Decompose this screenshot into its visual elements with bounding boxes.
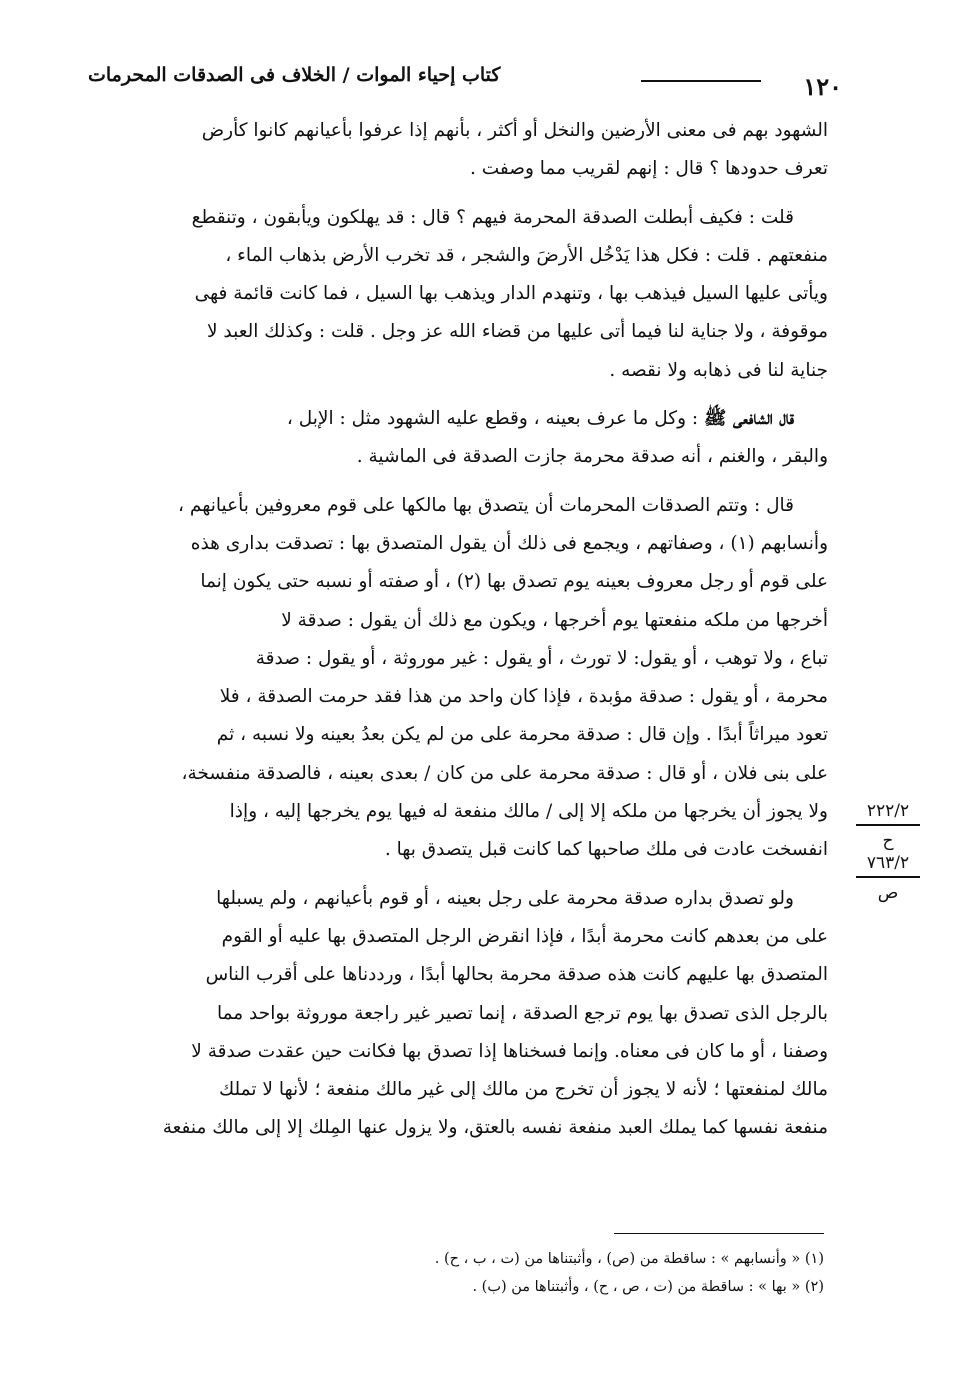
text-line: ولا يجوز أن يخرجها من ملكه إلا إلى / مالك منفعة له فيها يوم يخرجها إليه ، وإذا: [229, 801, 828, 823]
margin-ref-rule: [856, 824, 920, 826]
paragraph-1: [78, 112, 828, 189]
margin-ref-letter: ح: [882, 831, 894, 851]
running-header: [88, 60, 846, 102]
text-line: على من بعدهم كانت محرمة أبدًا ، فإذا انقرض الرجل المتصدق بها عليه أو القوم: [221, 925, 828, 947]
text-line: على قوم أو رجل معروف بعينه يوم تصدق بها (٢) ، أو صفته أو نسبه حتى يكون إنما: [200, 571, 828, 593]
text-line: منفعتهم . قلت : فكل هذا يَدْخُل الأرضَ والشجر ، قد تخرب الأرض بذهاب الماء ،: [225, 244, 828, 266]
page-number: ١٢٠: [803, 72, 842, 101]
text-line: الشهود بهم فى معنى الأرضين والنخل أو أكثر ، بأنهم إذا عرفوا بأعيانهم كانوا كأرض: [201, 120, 828, 141]
text-line: تعود ميراثاً أبدًا . وإن قال : صدقة محرمة على من لم يكن بعدُ بعينه ولا نسبه ، ثم: [216, 724, 828, 746]
text-line: جناية لنا فى ذهابه ولا نقصه .: [609, 359, 828, 381]
body-text: [78, 112, 828, 1158]
paragraph-3: [78, 400, 828, 477]
footnotes: [224, 1245, 824, 1301]
speaker-label: قال الشافعى ﷺ: [704, 408, 794, 430]
paragraph-5: [78, 880, 828, 1148]
text-line: بالرجل الذى تصدق بها يوم ترجع الصدقة ، إنما تصير غير راجعة موروثة بواحد مما: [216, 1002, 828, 1024]
text-line: وصفنا ، أو ما كان فى معناه. وإنما فسخناها إذا تصدق بها فكانت حين عقدت صدقة لا: [191, 1040, 828, 1062]
text-line: منفعة نفسها كما يملك العبد منفعة نفسه بالعتق، ولا يزول عنها المِلك إلا إلى مالك منفعة: [162, 1117, 828, 1139]
text-line: مالك لمنفعتها ؛ لأنه لا يجوز أن تخرج من مالك إلى غير مالك منفعة ؛ لأنها لا تملك: [218, 1079, 828, 1101]
text-line: محرمة ، أو يقول : صدقة مؤبدة ، فإذا كان واحد من هذا فقد حرمت الصدقة ، فلا: [219, 686, 828, 708]
text-line: قلت : فكيف أبطلت الصدقة المحرمة فيهم ؟ قال : قد يهلكون ويأبقون ، وتنقطع: [191, 206, 794, 228]
text-line: تباع ، ولا توهب ، أو يقول: لا تورث ، أو يقول : غير موروثة ، أو يقول : صدقة: [255, 647, 828, 669]
text-line: ولو تصدق بداره صدقة محرمة على رجل بعينه ، أو قوم بأعيانهم ، ولم يسبلها: [216, 887, 794, 909]
text-line: وأنسابهم (١) ، وصفاتهم ، ويجمع فى ذلك أن يقول المتصدق بها : تصدقت بدارى هذه: [190, 532, 828, 554]
margin-ref-value: ٧٦٣/٢: [866, 853, 910, 873]
header-rule: [641, 80, 761, 82]
text-line: تعرف حدودها ؟ قال : إنهم لقريب مما وصفت .: [469, 158, 828, 180]
footnote-1: (١) « وأنسابهم » : ساقطة من (ص) ، وأثبتناها من (ت ، ب ، ح) .: [434, 1251, 824, 1267]
margin-ref-rule: [856, 876, 920, 878]
margin-ref-letter: ص: [877, 883, 899, 903]
text-line: المتصدق بها عليهم كانت هذه صدقة محرمة بحالها أبدًا ، ورددناها على أقرب الناس: [205, 964, 828, 986]
running-title: كتاب إحياء الموات / الخلاف فى الصدقات المحرمات: [88, 64, 501, 86]
text-line: ويأتى عليها السيل فيذهب بها ، وتنهدم الدار ويذهب بها السيل ، فما كانت قائمة فهى: [194, 283, 828, 305]
text-line: على بنى فلان ، أو قال : صدقة محرمة على من كان / بعدى بعينه ، فالصدقة منفسخة،: [181, 762, 828, 784]
text-line: قال : وتتم الصدقات المحرمات أن يتصدق بها مالكها على قوم معروفين بأعيانهم ،: [178, 494, 794, 516]
text-line-with-speaker: [78, 400, 828, 438]
text-line: أخرجها من ملكه منفعتها يوم أخرجها ، ويكون مع ذلك أن يقول : صدقة لا: [281, 609, 828, 631]
text-line: انفسخت عادت فى ملك صاحبها كما كانت قبل يتصدق بها .: [384, 839, 828, 861]
footnote-2: (٢) « بها » : ساقطة من (ت ، ص ، ح) ، وأثبتناها من (ب) .: [472, 1279, 824, 1295]
paragraph-4: [78, 487, 828, 870]
text-line: موقوفة ، ولا جناية لنا فيما أتى عليها من قضاء الله عز وجل . قلت : وكذلك العبد لا: [206, 321, 828, 343]
margin-references: [848, 800, 928, 904]
paragraph-2: [78, 199, 828, 390]
footnote-rule: [614, 1233, 824, 1234]
text-line: والبقر ، والغنم ، أنه صدقة محرمة جازت الصدقة فى الماشية .: [356, 446, 828, 468]
text-segment: : وكل ما عرف بعينه ، وقطع عليه الشهود مثل : الإبل ،: [286, 408, 705, 430]
margin-ref-value: ٢٢٢/٢: [866, 801, 910, 821]
